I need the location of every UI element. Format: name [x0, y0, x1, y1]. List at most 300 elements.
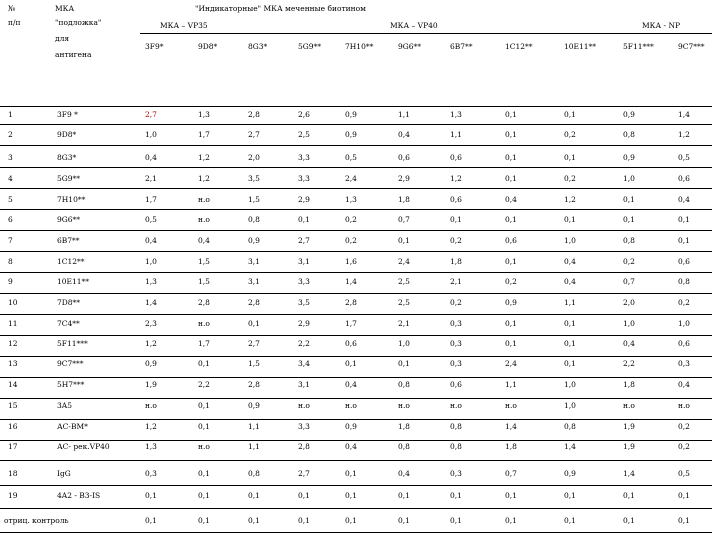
- table-cell: 2,4: [505, 359, 517, 368]
- table-cell: 0,2: [564, 174, 576, 183]
- table-cell: 1,2: [450, 174, 462, 183]
- table-cell: 1,3: [145, 442, 157, 451]
- table-cell: 1,1: [248, 422, 260, 431]
- table-cell: 0,6: [678, 174, 690, 183]
- row-number: 2: [8, 130, 13, 139]
- row-number: 4: [8, 174, 13, 183]
- table-cell: 2,9: [298, 319, 310, 328]
- table-cell: 1,0: [623, 319, 635, 328]
- header-substrate-3: антигена: [55, 50, 92, 59]
- table-cell: 2,7: [248, 339, 260, 348]
- row-antigen-name: 5G9**: [57, 174, 81, 183]
- table-cell: 3,1: [248, 257, 260, 266]
- table-cell: 0,8: [450, 422, 462, 431]
- table-cell: н.о: [450, 401, 462, 410]
- table-cell: 1,4: [505, 422, 517, 431]
- table-cell: 1,7: [145, 195, 157, 204]
- table-cell: 0,9: [623, 110, 635, 119]
- table-cell: 2,8: [345, 298, 357, 307]
- table-cell: 3,5: [298, 298, 310, 307]
- table-cell: 0,3: [450, 469, 462, 478]
- table-cell: 0,2: [505, 277, 517, 286]
- table-cell: 1,0: [678, 319, 690, 328]
- table-cell: 0,1: [564, 110, 576, 119]
- table-cell: 2,8: [248, 298, 260, 307]
- row-antigen-name: 9C7***: [57, 359, 84, 368]
- table-cell: 0,8: [248, 215, 260, 224]
- table-cell: 0,1: [450, 215, 462, 224]
- row-antigen-name: 9D8*: [57, 130, 77, 139]
- table-cell: 0,1: [564, 215, 576, 224]
- table-cell: 0,1: [198, 491, 210, 500]
- table-cell: 0,2: [345, 215, 357, 224]
- table-cell: 0,1: [505, 174, 517, 183]
- table-cell: 1,3: [198, 110, 210, 119]
- table-cell: 0,1: [678, 236, 690, 245]
- table-cell: 0,1: [505, 215, 517, 224]
- row-antigen-name: 4A2 - B3-IS: [57, 491, 101, 500]
- table-cell: 0,1: [398, 236, 410, 245]
- table-cell: 0,6: [450, 380, 462, 389]
- table-cell: 1,4: [145, 298, 157, 307]
- table-cell: 2,8: [298, 442, 310, 451]
- table-cell: 0,7: [505, 469, 517, 478]
- row-divider: [0, 419, 712, 420]
- table-cell: 1,0: [564, 380, 576, 389]
- table-cell: 1,4: [345, 277, 357, 286]
- table-cell: 0,3: [678, 359, 690, 368]
- table-cell: 1,2: [145, 422, 157, 431]
- table-cell: 0,1: [678, 516, 690, 525]
- row-divider: [0, 251, 712, 252]
- table-cell: 1,2: [145, 339, 157, 348]
- table-cell: 0,9: [564, 469, 576, 478]
- column-header: 10E11**: [564, 42, 597, 51]
- row-number: 3: [8, 153, 13, 162]
- table-cell: 0,1: [298, 215, 310, 224]
- table-cell: 1,8: [398, 422, 410, 431]
- column-header: 3F9*: [145, 42, 164, 51]
- table-cell: 1,1: [248, 442, 260, 451]
- table-cell: 0,1: [145, 491, 157, 500]
- table-cell: 0,8: [564, 422, 576, 431]
- table-cell: н.о: [198, 215, 210, 224]
- table-cell: 0,1: [398, 516, 410, 525]
- row-divider: [0, 398, 712, 399]
- row-divider: [0, 485, 712, 486]
- table-cell: 0,9: [345, 130, 357, 139]
- table-cell: 1,3: [145, 277, 157, 286]
- table-cell: 0,1: [298, 491, 310, 500]
- column-header: 9D8*: [198, 42, 218, 51]
- table-cell: 3,4: [298, 359, 310, 368]
- row-antigen-name: 5H7***: [57, 380, 85, 389]
- table-cell: 0,5: [678, 469, 690, 478]
- header-num: №: [8, 4, 16, 13]
- row-divider: [0, 460, 712, 461]
- table-cell: 0,1: [345, 491, 357, 500]
- table-cell: 1,2: [198, 174, 210, 183]
- row-number: 13: [8, 359, 18, 368]
- table-cell: 3,1: [298, 257, 310, 266]
- table-cell: 1,1: [564, 298, 576, 307]
- table-cell: 0,1: [505, 110, 517, 119]
- table-cell: 3,3: [298, 277, 310, 286]
- row-antigen-name: 5F11***: [57, 339, 88, 348]
- table-cell: 0,4: [198, 236, 210, 245]
- table-cell: 0,6: [678, 339, 690, 348]
- table-cell: 1,4: [678, 110, 690, 119]
- row-antigen-name: 9G6**: [57, 215, 81, 224]
- row-antigen-name: 3A5: [57, 401, 72, 410]
- row-divider: [0, 314, 712, 315]
- table-cell: 2,7: [298, 236, 310, 245]
- table-cell: 0,1: [198, 469, 210, 478]
- row-number: 18: [8, 469, 18, 478]
- table-cell: 0,1: [505, 130, 517, 139]
- table-cell: 0,9: [623, 153, 635, 162]
- table-cell: 0,8: [623, 130, 635, 139]
- table-cell: 0,2: [345, 236, 357, 245]
- table-cell: 2,1: [450, 277, 462, 286]
- row-divider: [0, 145, 712, 146]
- table-cell: 1,9: [623, 422, 635, 431]
- table-cell: 0,1: [564, 359, 576, 368]
- table-cell: 3,3: [298, 422, 310, 431]
- table-cell: 0,1: [505, 516, 517, 525]
- table-cell: 0,4: [398, 130, 410, 139]
- table-cell: 0,2: [450, 236, 462, 245]
- column-header: 7H10**: [345, 42, 374, 51]
- table-cell: 2,0: [248, 153, 260, 162]
- table-cell: 1,0: [398, 339, 410, 348]
- table-cell: 2,3: [145, 319, 157, 328]
- row-divider: [0, 532, 712, 533]
- table-cell: 0,1: [623, 516, 635, 525]
- table-cell: 0,2: [564, 130, 576, 139]
- table-cell: 0,1: [564, 491, 576, 500]
- table-cell: 0,7: [623, 277, 635, 286]
- row-number: 12: [8, 339, 18, 348]
- row-divider: [0, 209, 712, 210]
- table-cell: 1,5: [248, 195, 260, 204]
- table-cell: 0,8: [450, 442, 462, 451]
- table-cell: 0,1: [248, 319, 260, 328]
- table-cell: 0,1: [623, 195, 635, 204]
- table-cell: 1,5: [198, 257, 210, 266]
- row-number: 19: [8, 491, 18, 500]
- table-cell: 0,3: [145, 469, 157, 478]
- table-cell: 2,5: [398, 277, 410, 286]
- row-divider: [0, 106, 712, 107]
- row-antigen-name: 1C12**: [57, 257, 85, 266]
- table-cell: 0,9: [145, 359, 157, 368]
- row-number: 16: [8, 422, 18, 431]
- row-divider: [0, 230, 712, 231]
- row-number: 7: [8, 236, 13, 245]
- table-cell: н.о: [345, 401, 357, 410]
- table-cell: 0,4: [345, 442, 357, 451]
- table-cell: 2,8: [248, 380, 260, 389]
- table-cell: 0,3: [450, 319, 462, 328]
- table-cell: 1,8: [505, 442, 517, 451]
- table-cell: 0,9: [248, 401, 260, 410]
- row-number: 1: [8, 110, 13, 119]
- table-cell: 2,1: [398, 319, 410, 328]
- table-cell: 0,1: [145, 516, 157, 525]
- table-cell: 1,7: [198, 130, 210, 139]
- row-divider: [0, 293, 712, 294]
- table-cell: 2,8: [248, 110, 260, 119]
- table-cell: 0,4: [678, 195, 690, 204]
- table-cell: 2,9: [398, 174, 410, 183]
- table-cell: 1,2: [678, 130, 690, 139]
- table-cell: 1,4: [623, 469, 635, 478]
- table-cell: 0,5: [145, 215, 157, 224]
- table-cell: 2,5: [398, 298, 410, 307]
- table-cell: 0,7: [398, 215, 410, 224]
- group-vp40: МКА – VP40: [390, 21, 438, 30]
- table-cell: 3,5: [248, 174, 260, 183]
- table-cell: 0,5: [345, 153, 357, 162]
- table-cell: 0,1: [505, 339, 517, 348]
- table-cell: 1,7: [198, 339, 210, 348]
- table-cell: 1,9: [623, 442, 635, 451]
- table-cell: 0,1: [564, 516, 576, 525]
- table-cell: 0,2: [450, 298, 462, 307]
- group-np: МКА - NP: [642, 21, 681, 30]
- table-cell: 1,5: [248, 359, 260, 368]
- table-cell: 0,1: [678, 215, 690, 224]
- row-antigen-name: 8G3*: [57, 153, 77, 162]
- table-cell: 1,6: [345, 257, 357, 266]
- row-antigen-name: 7C4**: [57, 319, 80, 328]
- row-antigen-name: 7H10**: [57, 195, 86, 204]
- table-cell: 0,4: [145, 153, 157, 162]
- table-cell: 0,1: [505, 257, 517, 266]
- table-cell: 1,8: [623, 380, 635, 389]
- table-cell: 1,0: [145, 257, 157, 266]
- row-number: 14: [8, 380, 18, 389]
- group-vp35: МКА – VP35: [160, 21, 208, 30]
- table-cell: 1,2: [564, 195, 576, 204]
- table-cell: 1,3: [345, 195, 357, 204]
- row-divider: [0, 335, 712, 336]
- table-cell: 0,1: [198, 516, 210, 525]
- table-cell: 0,5: [678, 153, 690, 162]
- row-number: 6: [8, 215, 13, 224]
- table-cell: 2,4: [345, 174, 357, 183]
- table-cell: 1,1: [398, 110, 410, 119]
- table-cell: 0,6: [505, 236, 517, 245]
- row-divider: [0, 440, 712, 441]
- table-cell: 0,1: [564, 153, 576, 162]
- table-cell: 3,3: [298, 174, 310, 183]
- table-cell: 0,1: [248, 516, 260, 525]
- table-cell: 0,2: [623, 257, 635, 266]
- table-cell: 0,1: [345, 359, 357, 368]
- table-cell: 0,2: [678, 422, 690, 431]
- row-divider: [0, 356, 712, 357]
- row-divider: [0, 508, 712, 509]
- table-cell: 0,1: [298, 516, 310, 525]
- table-cell: 0,8: [398, 380, 410, 389]
- table-cell: 2,9: [298, 195, 310, 204]
- table-cell: 0,1: [450, 516, 462, 525]
- table-cell: н.о: [505, 401, 517, 410]
- table-cell: 1,0: [145, 130, 157, 139]
- table-cell: 0,4: [678, 380, 690, 389]
- table-cell: 2,2: [298, 339, 310, 348]
- table-cell: 0,1: [450, 491, 462, 500]
- table-cell: н.о: [678, 401, 690, 410]
- table-cell: н.о: [198, 195, 210, 204]
- table-cell: 0,1: [248, 491, 260, 500]
- row-antigen-name: 10E11**: [57, 277, 90, 286]
- table-cell: 0,3: [450, 339, 462, 348]
- header-mka: МКА: [55, 4, 75, 13]
- table-cell: 0,1: [505, 319, 517, 328]
- table-cell: 0,4: [345, 380, 357, 389]
- table-cell: 0,2: [678, 298, 690, 307]
- row-antigen-name: 6B7**: [57, 236, 80, 245]
- table-cell: 0,3: [450, 359, 462, 368]
- table-cell: 1,3: [450, 110, 462, 119]
- table-cell: 0,6: [450, 195, 462, 204]
- table-cell: 3,1: [298, 380, 310, 389]
- table-cell: н.о: [198, 319, 210, 328]
- row-divider: [0, 167, 712, 168]
- header-substrate-1: "подложка": [55, 18, 102, 27]
- table-cell: 0,8: [248, 469, 260, 478]
- table-cell: 2,1: [145, 174, 157, 183]
- table-cell: 0,8: [678, 277, 690, 286]
- table-cell: 0,1: [398, 491, 410, 500]
- row-antigen-name: 7D8**: [57, 298, 81, 307]
- table-cell: 0,1: [345, 516, 357, 525]
- table-cell: н.о: [145, 401, 157, 410]
- table-cell: 0,4: [398, 469, 410, 478]
- table-cell: 1,2: [198, 153, 210, 162]
- table-cell: 1,4: [564, 442, 576, 451]
- table-cell: 0,9: [345, 422, 357, 431]
- table-cell: 3,1: [248, 277, 260, 286]
- group-underline: [140, 33, 712, 34]
- row-divider: [0, 188, 712, 189]
- table-cell: 0,9: [505, 298, 517, 307]
- row-antigen-name: IgG: [57, 469, 71, 478]
- column-header: 1C12**: [505, 42, 533, 51]
- row-number: 8: [8, 257, 13, 266]
- table-cell: 0,9: [248, 236, 260, 245]
- row-antigen-name: АС-ВМ*: [57, 422, 88, 431]
- table-cell: 1,9: [145, 380, 157, 389]
- table-cell: 1,8: [398, 195, 410, 204]
- table-cell: н.о: [298, 401, 310, 410]
- row-antigen-name: 3F9 *: [57, 110, 78, 119]
- table-cell: 0,4: [623, 339, 635, 348]
- table-cell: 0,1: [564, 319, 576, 328]
- column-header: 6B7**: [450, 42, 473, 51]
- table-cell: 1,0: [623, 174, 635, 183]
- table-cell: 1,1: [505, 380, 517, 389]
- table-cell: 0,4: [145, 236, 157, 245]
- row-divider: [0, 124, 712, 125]
- table-cell: 0,4: [505, 195, 517, 204]
- table-cell: 0,1: [198, 422, 210, 431]
- table-cell: 2,7: [145, 110, 157, 119]
- table-cell: н.о: [623, 401, 635, 410]
- row-antigen-name: АС- рек.VP40: [57, 442, 110, 451]
- table-cell: 0,4: [564, 257, 576, 266]
- table-cell: 0,1: [345, 469, 357, 478]
- row-divider: [0, 272, 712, 273]
- column-header: 9G6**: [398, 42, 422, 51]
- table-cell: 2,8: [198, 298, 210, 307]
- table-cell: 0,8: [398, 442, 410, 451]
- table-cell: 2,5: [298, 130, 310, 139]
- row-number: 5: [8, 195, 13, 204]
- table-cell: 2,2: [623, 359, 635, 368]
- row-number: 11: [8, 319, 18, 328]
- table-cell: 0,6: [450, 153, 462, 162]
- table-cell: 1,1: [450, 130, 462, 139]
- table-cell: 0,1: [678, 491, 690, 500]
- table-cell: 0,6: [678, 257, 690, 266]
- table-cell: 0,1: [198, 359, 210, 368]
- column-header: 8G3*: [248, 42, 268, 51]
- column-header: 5G9**: [298, 42, 322, 51]
- table-cell: 0,2: [678, 442, 690, 451]
- table-cell: 0,9: [345, 110, 357, 119]
- row-number: 10: [8, 298, 18, 307]
- table-cell: 1,0: [564, 401, 576, 410]
- table-cell: 1,8: [450, 257, 462, 266]
- table-cell: 0,1: [505, 491, 517, 500]
- table-cell: 0,1: [398, 359, 410, 368]
- table-cell: 0,4: [564, 277, 576, 286]
- header-pp: п/п: [8, 18, 21, 27]
- table-cell: 0,1: [198, 401, 210, 410]
- table-cell: 2,0: [623, 298, 635, 307]
- table-cell: 0,6: [345, 339, 357, 348]
- table-cell: 2,6: [298, 110, 310, 119]
- table-cell: н.о: [398, 401, 410, 410]
- table-cell: 2,4: [398, 257, 410, 266]
- table-cell: 1,7: [345, 319, 357, 328]
- table-cell: 2,2: [198, 380, 210, 389]
- column-header: 5F11***: [623, 42, 654, 51]
- row-number: 15: [8, 401, 18, 410]
- table-cell: 1,5: [198, 277, 210, 286]
- header-substrate-2: для: [55, 34, 70, 43]
- table-cell: н.о: [198, 442, 210, 451]
- table-cell: 0,8: [623, 236, 635, 245]
- indicator-title: "Индикаторные" МКА меченные биотином: [195, 4, 367, 13]
- row-antigen-name: отриц. контроль: [4, 516, 69, 525]
- table-cell: 2,7: [298, 469, 310, 478]
- table-cell: 0,1: [623, 491, 635, 500]
- table-cell: 1,0: [564, 236, 576, 245]
- row-number: 17: [8, 442, 18, 451]
- table-cell: 0,1: [564, 339, 576, 348]
- table-cell: 0,1: [505, 153, 517, 162]
- table-cell: 0,6: [398, 153, 410, 162]
- table-cell: 2,7: [248, 130, 260, 139]
- column-header: 9C7***: [678, 42, 705, 51]
- table-cell: 3,3: [298, 153, 310, 162]
- row-divider: [0, 377, 712, 378]
